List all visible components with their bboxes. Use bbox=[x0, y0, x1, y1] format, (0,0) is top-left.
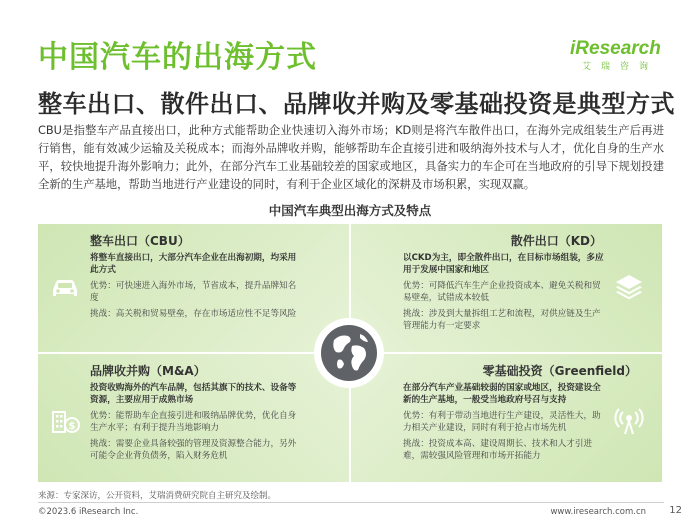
methods-grid bbox=[38, 224, 662, 482]
layers-icon bbox=[612, 270, 646, 304]
logo-sub-text: 艾瑞咨询 bbox=[581, 62, 658, 72]
quadrant-ma bbox=[38, 354, 349, 482]
car-icon bbox=[48, 270, 82, 304]
iresearch-logo bbox=[570, 38, 660, 72]
website-link[interactable]: www.iresearch.com.cn bbox=[550, 507, 646, 517]
intro-paragraph: CBU是指整车产品直接出口，此种方式能帮助企业快速切入海外市场；KD则是将汽车散件出口，在海外完成组装生产后再进行销售，能有效减少运输及关税成本；而海外品牌收并购，能够帮助车企直接引进和吸纳海外技术与人才，优化自身的生产水平，较快地提升海外影响力；此外，在部分汽车工业基础较差的国家或地区，具备实力的车企可在当地政府的引导下规划投建全新的生产基地，帮助当地进行产业建设的同时，有利于企业区域化的深耕及市场积累，实现双赢。 bbox=[38, 124, 664, 191]
footer-divider bbox=[38, 502, 664, 503]
quadrant-kd bbox=[351, 224, 662, 352]
page-subtitle: 整车出口、散件出口、品牌收并购及零基础投资是典型方式 bbox=[38, 90, 675, 118]
svg-text:$: $ bbox=[68, 421, 76, 432]
quadrant-kd-pros: 优势：可降低汽车生产企业投资成本、避免关税和贸易壁垒，试错成本较低 bbox=[403, 280, 601, 304]
quadrant-kd-title: 散件出口（KD） bbox=[510, 234, 602, 248]
globe-icon bbox=[314, 318, 384, 388]
logo-main-text: iResearch bbox=[570, 38, 661, 59]
quadrant-kd-body bbox=[403, 252, 608, 335]
page-title: 中国汽车的出海方式 bbox=[38, 40, 317, 75]
quadrant-ma-title: 品牌收并购（M&A） bbox=[90, 364, 206, 378]
signal-tower-icon bbox=[612, 404, 646, 438]
quadrant-ma-body bbox=[90, 382, 300, 465]
section-title: 中国汽车典型出海方式及特点 bbox=[268, 203, 432, 218]
quadrant-cbu-pros: 优势：可快速进入海外市场，节省成本，提升品牌知名度 bbox=[90, 280, 297, 304]
quadrant-greenfield-pros: 优势：有利于带动当地进行生产建设，灵活性大，助力相关产业建设，同时有利于抢占市场先机 bbox=[403, 410, 601, 434]
quadrant-kd-cons: 挑战：涉及到大量拆组工艺和流程，对供应链及生产管理能力有一定要求 bbox=[403, 308, 601, 332]
quadrant-greenfield bbox=[351, 354, 662, 482]
quadrant-ma-cons: 挑战：需要企业具备较强的管理及资源整合能力，另外可能令企业背负债务，陷入财务危机 bbox=[90, 438, 297, 462]
copyright-text: ©2023.6 iResearch Inc. bbox=[38, 507, 139, 517]
quadrant-cbu-title: 整车出口（CBU） bbox=[90, 234, 190, 248]
building-money-icon bbox=[48, 404, 82, 438]
quadrant-greenfield-cons: 挑战：投资成本高、建设周期长、技术和人才引进难，需较强风险管理和市场开拓能力 bbox=[403, 438, 593, 462]
page-number: 12 bbox=[669, 505, 682, 516]
quadrant-ma-desc: 投资收购海外的汽车品牌，包括其旗下的技术、设备等资源，主要应用于成熟市场 bbox=[90, 383, 297, 406]
quadrant-ma-pros: 优势：能帮助车企直接引进和吸纳品牌优势，优化自身生产水平；有利于提升当地影响力 bbox=[90, 410, 297, 434]
quadrant-cbu-cons: 挑战：高关税和贸易壁垒，存在市场适应性不足等风险 bbox=[90, 308, 297, 319]
quadrant-cbu-desc: 将整车直接出口，大部分汽车企业在出海初期，均采用此方式 bbox=[90, 253, 297, 276]
quadrant-greenfield-desc: 在部分汽车产业基础较弱的国家或地区，投资建设全新的生产基地，一般受当地政府号召与支持 bbox=[403, 383, 601, 406]
quadrant-greenfield-body bbox=[403, 382, 608, 465]
quadrant-cbu bbox=[38, 224, 349, 352]
quadrant-cbu-body bbox=[90, 252, 300, 323]
quadrant-greenfield-title: 零基础投资（Greenfield） bbox=[482, 364, 637, 378]
quadrant-kd-desc: 以CKD为主，即全散件出口，在目标市场组装，多应用于发展中国家和地区 bbox=[403, 253, 604, 276]
source-note: 来源：专家深访，公开资料，艾瑞消费研究院自主研究及绘制。 bbox=[38, 491, 277, 501]
